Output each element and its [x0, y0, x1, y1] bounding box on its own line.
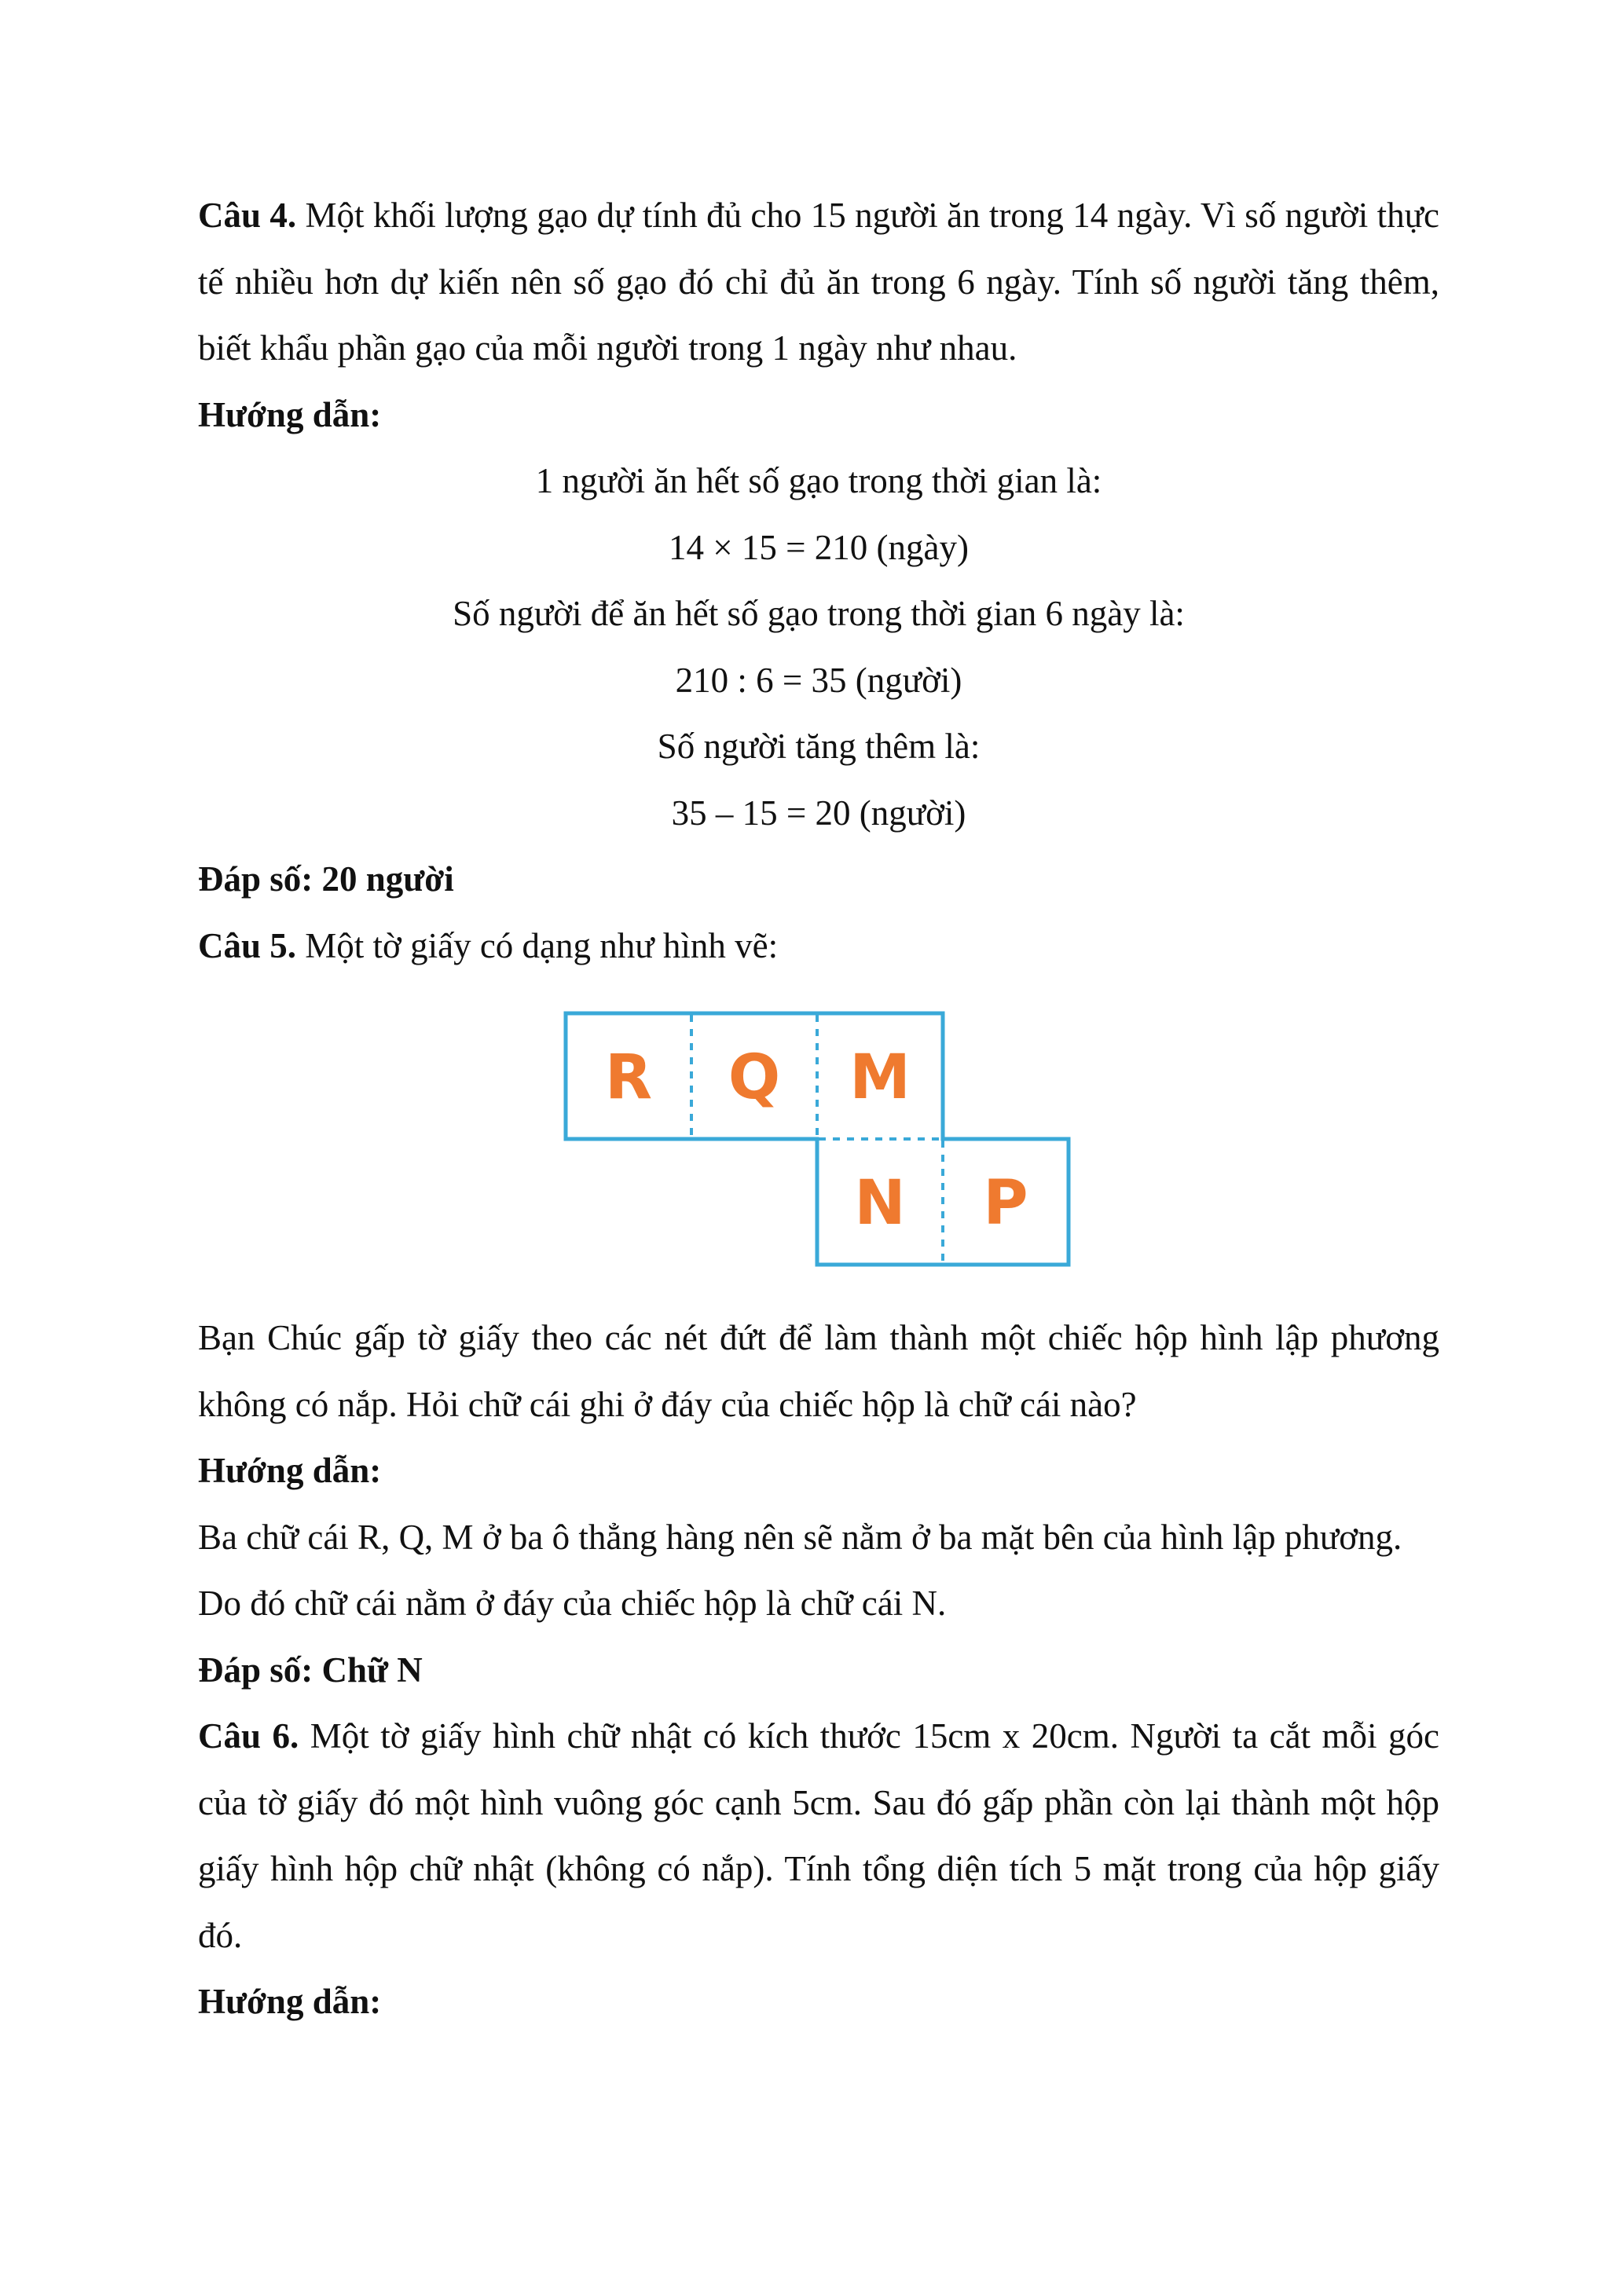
cube-net-figure — [563, 1010, 1081, 1277]
question-6-label: Câu 6. — [198, 1716, 299, 1756]
guide-line: Do đó chữ cái nằm ở đáy của chiếc hộp là chữ cái N. — [198, 1584, 947, 1623]
document-page — [198, 182, 1439, 2035]
question-4-text: Một khối lượng gạo dự tính đủ cho 15 người ăn trong 14 ngày. Vì số người thực tế nhiều hơn dự kiến nên số gạo đó chỉ đủ ăn trong 6 ngày. Tính số người tăng thêm, biết khẩu phần gạo của mỗi người trong 1 ngày như nhau. — [198, 196, 1440, 368]
guide-line: Ba chữ cái R, Q, M ở ba ô thẳng hàng nên sẽ nằm ở ba mặt bên của hình lập phương. — [198, 1517, 1402, 1557]
guide-heading: Hướng dẫn: — [198, 1451, 382, 1490]
question-5-question: Bạn Chúc gấp tờ giấy theo các nét đứt để làm thành một chiếc hộp hình lập phương không có nắp. Hỏi chữ cái ghi ở đáy của chiếc hộp là chữ cái nào? — [198, 1318, 1439, 1424]
guide-heading: Hướng dẫn: — [198, 1982, 382, 2021]
answer: Đáp số: Chữ N — [198, 1650, 423, 1690]
net-letter-m: M — [849, 1042, 911, 1113]
solution-line: 1 người ăn hết số gạo trong thời gian là: — [535, 461, 1102, 500]
net-letter-r: R — [604, 1042, 653, 1113]
question-5-text: Một tờ giấy có dạng như hình vẽ: — [296, 925, 779, 965]
question-6 — [198, 1703, 1439, 1968]
question-4-label: Câu 4. — [198, 196, 297, 235]
solution-line: Số người tăng thêm là: — [657, 727, 981, 766]
solution-line: 210 : 6 = 35 (người) — [675, 660, 962, 700]
net-letter-p: P — [983, 1168, 1028, 1239]
question-4 — [198, 182, 1439, 382]
question-6-text: Một tờ giấy hình chữ nhật có kích thước 15cm x 20cm. Người ta cắt mỗi góc của tờ giấy đó một hình vuông góc cạnh 5cm. Sau đó gấp phần còn lại thành một hộp giấy hình hộp chữ nhật (không có nắp). Tính tổng diện tích 5 mặt trong của hộp giấy đó. — [198, 1716, 1440, 1955]
solution-line: Số người để ăn hết số gạo trong thời gian 6 ngày là: — [453, 594, 1185, 633]
question-5 — [198, 913, 1439, 980]
question-5-label: Câu 5. — [198, 925, 297, 965]
solution-line: 14 × 15 = 210 (ngày) — [669, 527, 969, 567]
guide-heading: Hướng dẫn: — [198, 394, 382, 434]
answer: Đáp số: 20 người — [198, 859, 454, 899]
cube-net-figure-area — [198, 979, 1439, 1305]
net-letter-q: Q — [728, 1042, 781, 1113]
solution-line: 35 – 15 = 20 (người) — [671, 793, 966, 833]
net-letter-n: N — [854, 1168, 906, 1239]
